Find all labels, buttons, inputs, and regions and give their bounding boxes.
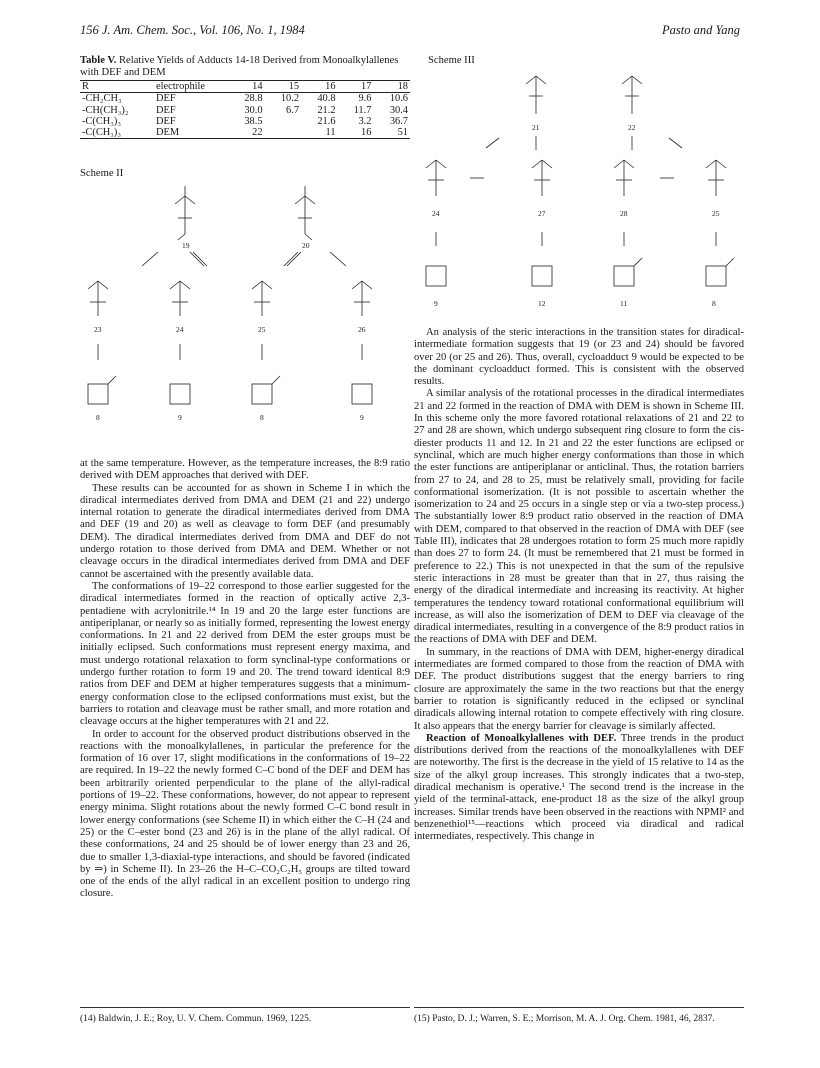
table-cell: [265, 116, 302, 127]
body-paragraph: An analysis of the steric interactions in the transition states for diradical-intermediate formation suggests that 19 (or 23 and 24) should be favored over 20 (or 25 and 26). Thus, overall, cycloadduct 9 would be expected to be the dominant cycloadduct formed. This is consistent with the observed results.: [414, 327, 744, 388]
table-row: [80, 116, 410, 127]
compound-number: 25: [258, 325, 266, 334]
footnote-15: (15) Pasto, D. J.; Warren, S. E.; Morrison, M. A. J. Org. Chem. 1981, 46, 2837.: [414, 1014, 715, 1024]
table-cell: 22: [252, 127, 263, 139]
structure-24: [170, 281, 190, 316]
compound-number: 25: [712, 209, 720, 218]
table-cell: 51: [397, 127, 408, 139]
compound-number: 9: [434, 299, 438, 308]
table-cell: -C(CH₃)₃: [82, 127, 121, 139]
product-9: [426, 266, 446, 286]
compound-number: 28: [620, 209, 628, 218]
table-cell: 3.2: [358, 115, 372, 127]
structure-22: [622, 76, 642, 114]
table-header-cell: 14: [252, 81, 263, 92]
product-12: [532, 266, 552, 286]
table-header-cell: 15: [288, 81, 300, 92]
scheme-3-figure: [414, 66, 744, 324]
structure-19: [175, 186, 195, 240]
footnote-rule-left: [80, 1007, 410, 1008]
table-caption: [80, 55, 410, 79]
body-paragraph: In order to account for the observed product distributions observed in the reactions with the monoalkylallenes, in particular the preference for the formation of 16 over 17, slight modifications in the conformations of 19–22 are required. In 19–22 the newly formed C–C bond of the DEF and DEM has been arbitrarily oriented perpendicular to the plane of the allyl-radical portions of 19–22. These conformations, however, do not appear to represent energy minima. Slight rotations about the newly formed C–C bond result in lower energy conformations (see Scheme II) in which either the C–H (24 and 25) or the C–ester bond (23 and 26) is in the plane of the allyl radical. Of these conformations, 24 and 25 should be of lower energy than 23 and 26, due to smaller 1,3-diaxial-type interactions, and should be favored (indicated by ⇒) in Scheme II). In 23–26 the H–C–CO₂C₂H₅ groups are tilted toward one of the ends of the allyl radical in an excellent position to undergo ring closure.: [80, 728, 410, 900]
table-cell: 6.7: [286, 104, 300, 116]
section-heading-text: Three trends in the product distributions derived from the reactions of the monoalkylallenes with DEF are noteworthy. The first is the decrease in the yield of 15 relative to 14 as the size of the alkyl group increases. This strongly indicates that a two-step, diradical mechanism is operative.¹ The second trend is the increase in the yield of the terminal-attack, ene-product 18 as the size of the alkyl group increases. Similar trends have been observed in the reactions with NPMI² and benzenethiol¹⁵—reactions which proceed via diradical and radical intermediates, respectively. This change in: [414, 732, 744, 843]
table-cell: 38.5: [244, 115, 263, 127]
compound-number: 9: [178, 413, 182, 422]
scheme-2-label: Scheme II: [80, 168, 124, 179]
product-8b: [252, 376, 280, 404]
table-cell: 16: [361, 127, 372, 139]
table-cell: 28.8: [244, 93, 263, 105]
structure-23: [88, 281, 108, 316]
scheme-3-label: Scheme III: [428, 55, 475, 66]
compound-number: 23: [94, 325, 102, 334]
table-cell: [265, 127, 302, 139]
compound-number: 12: [538, 299, 546, 308]
table-caption-text: Relative Yields of Adducts 14-18 Derived from Monoalkylallenes with DEF and DEM: [80, 55, 399, 78]
compound-number: 8: [260, 413, 264, 422]
table-header-cell: R: [82, 81, 89, 92]
scheme-2-numbers: [94, 241, 366, 422]
structure-28: [614, 160, 634, 196]
product-9a: [170, 384, 190, 404]
structure-25: [706, 160, 726, 196]
compound-number: 19: [182, 241, 190, 250]
structure-24: [426, 160, 446, 196]
compound-number: 20: [302, 241, 310, 250]
compound-number: 24: [176, 325, 184, 334]
table-cell: DEM: [156, 127, 180, 139]
structure-26: [352, 281, 372, 316]
compound-number: 24: [432, 209, 440, 218]
table-cell: 11: [325, 127, 336, 139]
table-cell: 9.6: [358, 93, 372, 105]
footnote-rule-right: [414, 1007, 744, 1008]
compound-number: 26: [358, 325, 366, 334]
table-cell: 10.2: [280, 93, 300, 105]
table-cell: 11.7: [353, 104, 372, 116]
running-header-right: Pasto and Yang: [661, 23, 740, 37]
table-row: [80, 127, 410, 139]
product-9b: [352, 384, 372, 404]
table-cell: 21.2: [317, 104, 336, 116]
body-paragraph: A similar analysis of the rotational processes in the diradical intermediates 21 and 22 formed in the reaction of DMA with DEM is shown in Scheme III. In this scheme only the more favored rotational relaxations of 21 and 22 to 27 and 28 are shown, which undergo subsequent ring closure to form the cis-diester products 11 and 12. In 21 and 22 the ester functions are eclipsed or synclinal, which are much higher energy conformations than those in which the ester functions are antiperiplanar or anticlinal. Thus, the rotation barriers from 27 to 24, and 28 to 25, must be relatively small, providing for facile conformational isomerization. (It is not possible to ascertain whether the isomerization to 24 and 25 occurs in a single step or via a two-step process.) The substantially lower 8:9 product ratio observed in the reaction of DMA with DEM, compared to that observed in the reaction of DMA with DEF (see Table III), indicates that 28 undergoes rotation to form 25 much more rapidly than does 27 to form 24. (It must be remembered that 21 must be formed in preference to 22.) This is not unexpected in that the sum of the repulsive steric interactions in 28 must be greater than that in 27, thus raising the energy of the diradical intermediate and increasing its reactivity. At higher temperatures the tendency toward rotational conformational equilibrium will increase, as will also the isomerization of DEM to DEF via cleavage of the diradical intermediates, resulting in a convergence of the 8:9 product ratios in the reactions of DMA with DEF and DEM.: [414, 388, 744, 646]
table-cell: DEF: [156, 115, 176, 127]
table-cell: DEF: [156, 104, 176, 116]
table-header-row: [80, 81, 410, 93]
table-cell: 10.6: [389, 93, 408, 105]
compound-number: 21: [532, 123, 540, 132]
body-paragraph: These results can be accounted for as shown in Scheme I in which the diradical intermediates derived from DMA and DEM (21 and 22) undergo internal rotation to generate the diradical intermediates derived from DMA and DEF (19 and 20) as well as cleavage to form DEF (and presumably DEM). The diradical intermediates derived from DMA and DEF do not undergo rotation to those derived from DMA and DEM. Whether or not cleavage occurs in the diradical intermediates derived from DMA and DEF cannot be ascertained with the presently available data.: [80, 482, 410, 580]
body-paragraph: at the same temperature. However, as the temperature increases, the 8:9 ratio derived with DEM approaches that derived with DEF.: [80, 458, 410, 482]
structure-21: [526, 76, 546, 114]
structure-20: [295, 186, 315, 240]
body-paragraph: [414, 733, 744, 844]
section-heading: Reaction of Monoalkylallenes with DEF.: [426, 732, 617, 744]
table-header-cell: 17: [361, 81, 372, 92]
table-cell: 30.4: [389, 104, 408, 116]
table-header-cell: 18: [397, 81, 408, 92]
compound-number: 27: [538, 209, 546, 218]
body-paragraph: In summary, in the reactions of DMA with DEM, higher-energy diradical intermediates are formed compared to those from the reaction of DMA with DEF. The product distributions suggest that the energy barriers to ring closure are approximately the same in the two reactions but that the energy barrier to rotation is significantly reduced in the eclipsed or synclinal diradicals allowing internal rotation to compete effectively with ring closure. It also appears that the energy barrier for cleavage is similarly affected.: [414, 646, 744, 732]
table-row: [80, 93, 410, 105]
right-column-body: [414, 327, 744, 843]
table-cell: 40.8: [317, 93, 336, 105]
product-11: [614, 258, 642, 286]
body-paragraph: The conformations of 19–22 correspond to those earlier suggested for the diradical intermediates formed in the reaction of optically active 2,3-pentadiene with acrylonitrile.¹⁴ In 19 and 20 the large ester functions are antiperiplanar, or nearly so as initially formed, representing the lowest energy conformations. In 21 and 22 derived from DEM the ester groups must be initially eclipsed. Such conformations must represent energy maxima, and must undergo rotational relaxation to form synclinal-type conformations or undergo further rotation to form 19 and 20. The trend toward identical 8:9 ratios from DEF and DEM at higher temperatures suggests that a minimum-energy conformation close to the eclipsed conformations must exist, but the barriers to rotation and cleavage must be rather small, and more rotation and cleavage occurs at the higher temperatures with 21 and 22.: [80, 580, 410, 728]
scheme-3-numbers: [432, 123, 720, 308]
table-row: [80, 105, 410, 116]
compound-number: 8: [712, 299, 716, 308]
structure-27: [532, 160, 552, 196]
compound-number: 22: [628, 123, 636, 132]
table-cell: -CH₂CH₃: [82, 93, 122, 105]
table-cell: 30.0: [244, 104, 263, 116]
product-8: [706, 258, 734, 286]
left-column-body: [80, 458, 410, 901]
table-cell: -CH(CH₃)₂: [82, 104, 129, 116]
compound-number: 11: [620, 299, 628, 308]
scheme-2-figure: [80, 184, 410, 456]
table-header-cell: 16: [325, 81, 336, 92]
structure-25: [252, 281, 272, 316]
running-header-left: 156 J. Am. Chem. Soc., Vol. 106, No. 1, 1984: [80, 23, 305, 37]
table-cell: 36.7: [389, 115, 408, 127]
product-8a: [88, 376, 116, 404]
yields-table: [80, 80, 410, 139]
table-cell: 21.6: [317, 115, 336, 127]
table-cell: -C(CH₃)₃: [82, 115, 121, 127]
footnote-14: (14) Baldwin, J. E.; Roy, U. V. Chem. Commun. 1969, 1225.: [80, 1014, 312, 1024]
compound-number: 9: [360, 413, 364, 422]
table-cell: DEF: [156, 93, 176, 105]
table-caption-label: Table V.: [80, 55, 117, 66]
table-header-cell: electrophile: [156, 81, 206, 92]
compound-number: 8: [96, 413, 100, 422]
